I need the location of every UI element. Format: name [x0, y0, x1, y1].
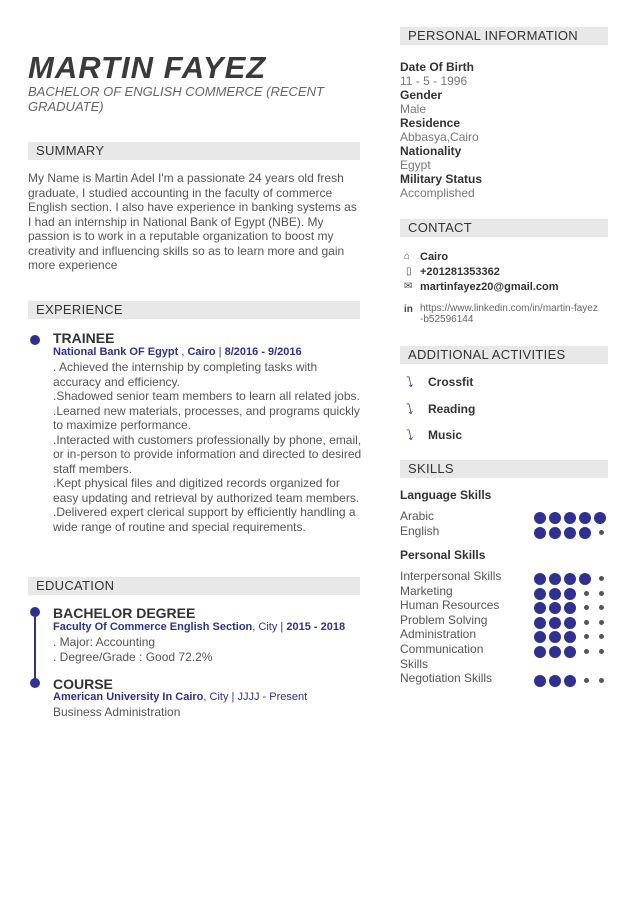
job-bullet: .Learned new materials, processes, and programs quickly to maximize performance.: [53, 403, 360, 432]
degree-title: BACHELOR DEGREE: [53, 605, 196, 621]
rating-dot-empty: [599, 620, 604, 625]
rating-dot-empty: [599, 678, 604, 683]
rating-dot-filled: [564, 646, 576, 658]
rating-dot-filled: [534, 512, 546, 524]
activity-label: Music: [428, 428, 463, 442]
rating-dot-empty: [599, 649, 604, 654]
rating-dot-filled: [534, 602, 546, 614]
activity-label: Reading: [428, 402, 476, 416]
job-company: National Bank OF Egypt: [53, 346, 179, 358]
rating-dot-filled: [534, 675, 546, 687]
personal-info-heading: PERSONAL INFORMATION: [400, 27, 608, 45]
skill-name: Negotiation Skills: [400, 671, 493, 685]
rating-dot-empty: [584, 605, 589, 610]
skill-rating: [534, 628, 609, 642]
rating-dot-filled: [564, 527, 576, 539]
skill-rating: [534, 599, 609, 613]
rating-dot-filled: [549, 646, 561, 658]
rating-dot-filled: [549, 617, 561, 629]
timeline-line: [34, 612, 36, 684]
contact-linkedin-row: [404, 303, 604, 329]
experience-heading: EXPERIENCE: [28, 301, 360, 319]
contact-heading: CONTACT: [400, 219, 608, 237]
contact-phone[interactable]: +201281353362: [420, 266, 500, 278]
rating-dot-empty: [599, 605, 604, 610]
job-bullet: .Shadowed senior team members to learn all related jobs.: [53, 389, 360, 403]
timeline-dot: [30, 335, 40, 345]
timeline-dot: [30, 678, 40, 688]
rating-dot-empty: [584, 591, 589, 596]
rating-dot-filled: [549, 602, 561, 614]
info-value: Male: [400, 102, 427, 116]
info-label: Nationality: [400, 144, 462, 158]
rating-dot-filled: [579, 512, 591, 524]
rating-dot-empty: [599, 576, 604, 581]
bolt-icon: ⭝: [406, 401, 414, 417]
degree-city: City: [258, 621, 278, 633]
contact-linkedin[interactable]: https://www.linkedin.com/in/martin-fayez-b52596144: [420, 303, 598, 325]
skill-name: Marketing: [400, 584, 453, 598]
rating-dot-filled: [564, 617, 576, 629]
bolt-icon: ⭝: [406, 427, 414, 443]
skill-rating: [534, 570, 609, 584]
course-description: Business Administration: [53, 705, 181, 719]
info-label: Residence: [400, 116, 461, 130]
personal-info-list: [400, 60, 610, 200]
activity-item: [406, 427, 606, 445]
rating-dot-filled: [549, 675, 561, 687]
job-bullet: . Achieved the internship by completing tasks with accuracy and efficiency.: [53, 360, 318, 389]
candidate-name: MARTIN FAYEZ: [28, 50, 267, 85]
contact-email[interactable]: martinfayez20@gmail.com: [420, 281, 559, 293]
info-label: Gender: [400, 88, 443, 102]
skill-rating: [534, 614, 609, 628]
candidate-subtitle: BACHELOR OF ENGLISH COMMERCE (RECENT GRADUATE): [28, 84, 324, 114]
contact-phone-row: [404, 266, 604, 282]
skill-rating: [534, 524, 609, 538]
rating-dot-filled: [579, 527, 591, 539]
rating-dot-empty: [584, 634, 589, 639]
skills-heading: SKILLS: [400, 460, 608, 478]
job-bullets: [53, 360, 363, 534]
rating-dot-empty: [599, 530, 604, 535]
skill-rating: [534, 509, 609, 523]
rating-dot-filled: [579, 573, 591, 585]
timeline-dot: [30, 607, 40, 617]
skill-name: Human Resources: [400, 598, 500, 612]
activities-heading: ADDITIONAL ACTIVITIES: [400, 346, 608, 364]
skill-name: Problem Solving: [400, 613, 488, 627]
info-value: Accomplished: [400, 186, 475, 200]
rating-dot-filled: [534, 588, 546, 600]
rating-dot-filled: [534, 617, 546, 629]
home-icon: ⌂: [404, 251, 411, 262]
info-value: 11 - 5 - 1996: [400, 74, 468, 88]
rating-dot-empty: [584, 649, 589, 654]
skill-name: Interpersonal Skills: [400, 569, 502, 583]
skill-name: Arabic: [400, 509, 435, 523]
rating-dot-empty: [599, 634, 604, 639]
job-bullet: .Interacted with customers professionally by phone, email, or in-person to provide information and directed to desired staff members.: [53, 432, 362, 476]
job-bullet: .Kept physical files and digitized records organized for easy updating and retrieval by authorized team members.: [53, 476, 360, 505]
rating-dot-filled: [594, 512, 606, 524]
course-city: City: [209, 691, 229, 703]
bolt-icon: ⭝: [406, 374, 414, 390]
contact-email-row: [404, 281, 614, 297]
summary-heading: SUMMARY: [28, 142, 360, 160]
rating-dot-filled: [549, 512, 561, 524]
rating-dot-empty: [599, 591, 604, 596]
skill-name: English: [400, 524, 440, 538]
activity-item: [406, 401, 606, 419]
education-heading: EDUCATION: [28, 577, 360, 595]
rating-dot-empty: [584, 678, 589, 683]
course-dates: JJJJ - Present: [237, 691, 308, 703]
degree-dates: 2015 - 2018: [286, 621, 346, 633]
info-label: Date Of Birth: [400, 60, 475, 74]
rating-dot-filled: [564, 675, 576, 687]
rating-dot-filled: [534, 527, 546, 539]
personal-skills-heading: Personal Skills: [400, 548, 486, 562]
skill-name: Communication Skills: [400, 642, 484, 671]
rating-dot-filled: [534, 573, 546, 585]
rating-dot-filled: [534, 646, 546, 658]
info-value: Abbasya,Cairo: [400, 130, 479, 144]
rating-dot-filled: [549, 573, 561, 585]
course-title: COURSE: [53, 676, 113, 692]
rating-dot-filled: [564, 602, 576, 614]
activity-item: [406, 374, 606, 392]
job-title: TRAINEE: [53, 330, 115, 346]
contact-city-row: [404, 251, 604, 267]
rating-dot-filled: [564, 631, 576, 643]
envelope-icon: ✉: [404, 281, 413, 292]
rating-dot-filled: [534, 631, 546, 643]
info-value: Egypt: [400, 158, 431, 172]
rating-dot-filled: [549, 527, 561, 539]
skill-rating: [534, 672, 609, 686]
rating-dot-empty: [584, 620, 589, 625]
job-location: Cairo: [187, 346, 216, 358]
job-dates: 8/2016 - 9/2016: [224, 346, 302, 358]
skill-rating: [534, 585, 609, 599]
job-meta: National Bank OF Egypt , Cairo | 8/2016 - 9/2016: [53, 346, 302, 358]
activity-label: Crossfit: [428, 375, 474, 389]
job-bullet: .Delivered expert clerical support by efficiently handling a wide range of routine and special requirements.: [53, 505, 356, 534]
info-label: Military Status: [400, 172, 483, 186]
phone-icon: ▯: [406, 266, 412, 277]
rating-dot-filled: [564, 573, 576, 585]
course-school: American University In Cairo: [53, 691, 204, 703]
rating-dot-filled: [549, 588, 561, 600]
course-meta: American University In Cairo, City | JJJJ - Present: [53, 691, 308, 703]
rating-dot-filled: [549, 631, 561, 643]
degree-major: . Major: Accounting: [53, 635, 156, 649]
skill-name: Administration: [400, 627, 477, 641]
degree-school: Faculty Of Commerce English Section: [53, 621, 253, 633]
rating-dot-filled: [564, 512, 576, 524]
contact-city: Cairo: [420, 251, 449, 263]
linkedin-icon: in: [404, 304, 413, 315]
skill-rating: [534, 643, 609, 657]
language-skills-heading: Language Skills: [400, 488, 492, 502]
summary-text: My Name is Martin Adel I'm a passionate 24 years old fresh graduate, I studied accounting in the faculty of commerce English section. I also have experience in banking systems as I had an internship in National Bank of Egypt (NBE). My passion is to work in a reputable organization to boost my creativity and influencing skills so as to learn more and gain more experience: [28, 171, 357, 272]
rating-dot-filled: [564, 588, 576, 600]
degree-meta: Faculty Of Commerce English Section, City | 2015 - 2018: [53, 621, 346, 633]
degree-grade: . Degree/Grade : Good 72.2%: [53, 650, 213, 664]
